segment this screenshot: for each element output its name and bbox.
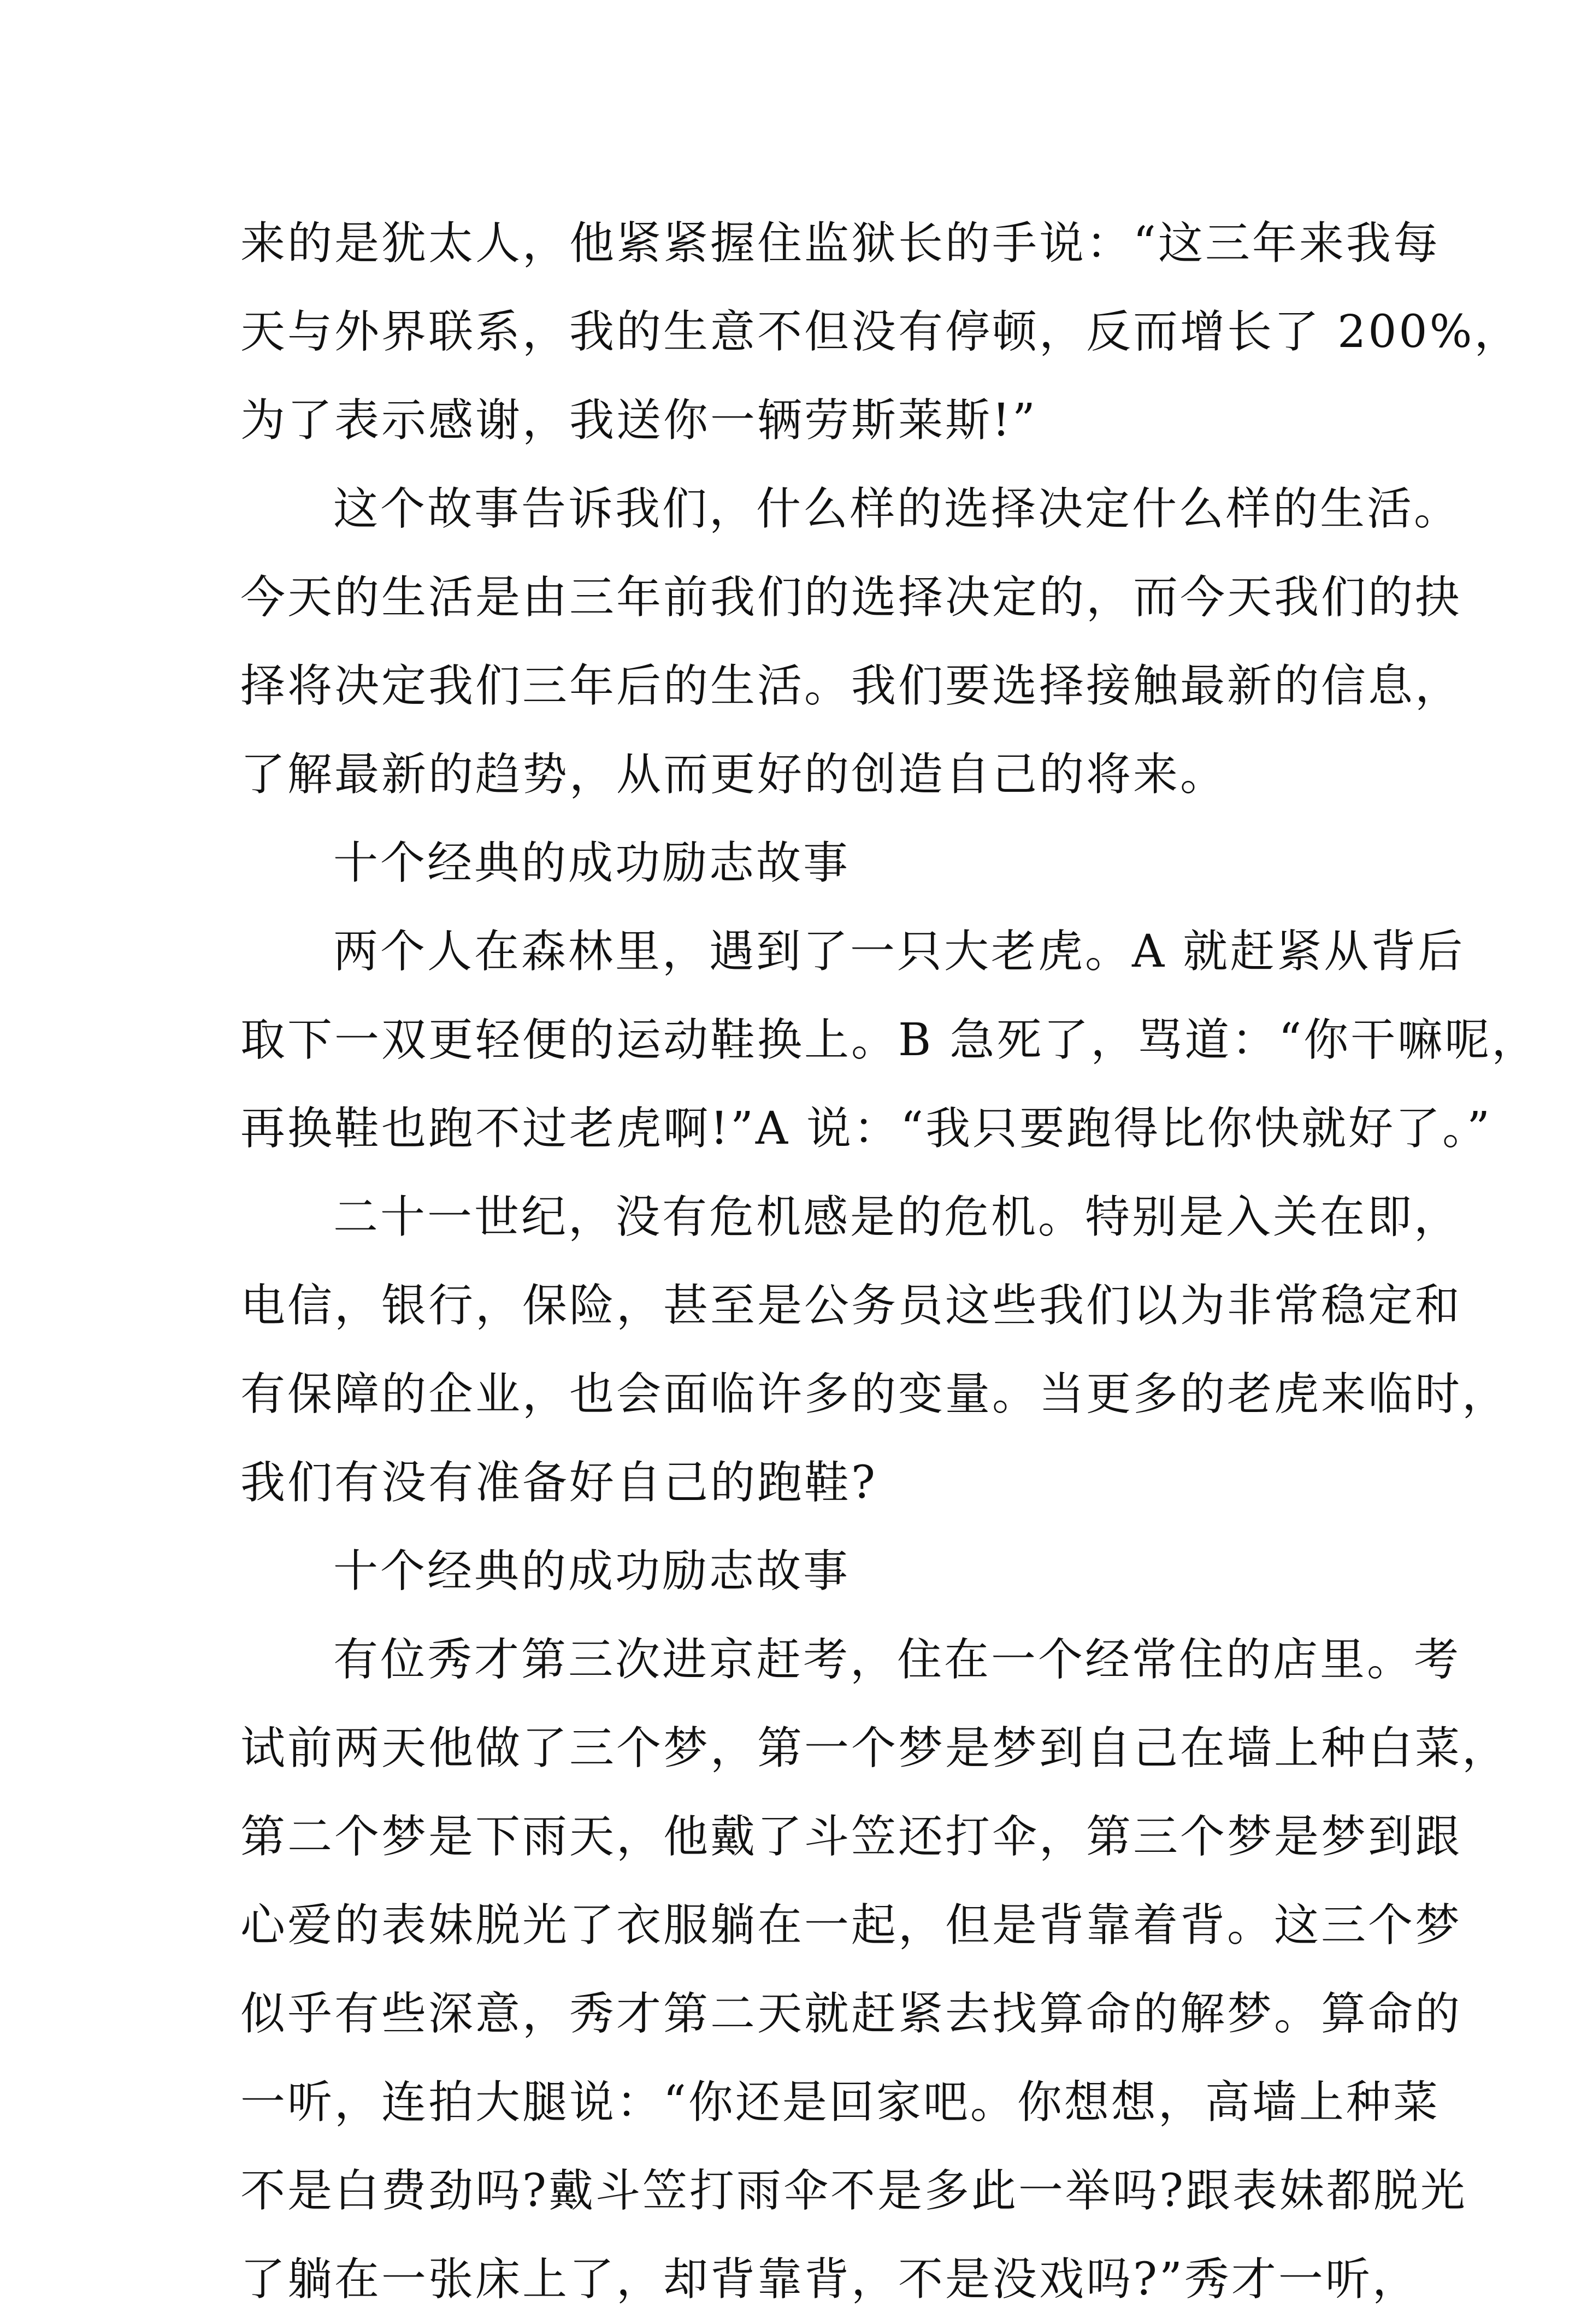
text-line: 有位秀才第三次进京赶考，住在一个经常住的店里。考 [333, 1634, 1461, 1686]
text-line: 今天的生活是由三年前我们的选择决定的，而今天我们的抉 [240, 572, 1462, 623]
text-line: 这个故事告诉我们，什么样的选择决定什么样的生活。 [333, 483, 1461, 535]
text-line: 二十一世纪，没有危机感是的危机。特别是入关在即， [333, 1191, 1461, 1243]
text-line: 为了表示感谢，我送你一辆劳斯莱斯!” [240, 395, 1037, 446]
text-line: 第二个梦是下雨天，他戴了斗笠还打伞，第三个梦是梦到跟 [240, 1811, 1462, 1863]
section-heading: 十个经典的成功励志故事 [333, 837, 851, 889]
text-line: 了躺在一张床上了，却背靠背，不是没戏吗?”秀才一听， [240, 2254, 1419, 2305]
text-line: 心爱的表妹脱光了衣服躺在一起，但是背靠着背。这三个梦 [240, 1899, 1462, 1951]
text-line: 似乎有些深意，秀才第二天就赶紧去找算命的解梦。算命的 [240, 1988, 1462, 2040]
text-line: 不是白费劲吗?戴斗笠打雨伞不是多此一举吗?跟表妹都脱光 [240, 2165, 1467, 2217]
body-text [240, 199, 1539, 2324]
text-line: 电信，银行，保险，甚至是公务员这些我们以为非常稳定和 [240, 1280, 1462, 1332]
text-line: 一听，连拍大腿说：“你还是回家吧。你想想，高墙上种菜 [240, 2076, 1440, 2128]
section-heading: 十个经典的成功励志故事 [333, 1545, 851, 1597]
text-line: 择将决定我们三年后的生活。我们要选择接触最新的信息， [240, 660, 1462, 712]
text-line: 我们有没有准备好自己的跑鞋? [240, 1457, 877, 1509]
text-line: 试前两天他做了三个梦，第一个梦是梦到自己在墙上种白菜， [240, 1722, 1509, 1774]
text-line: 天与外界联系，我的生意不但没有停顿，反而增长了 200%， [240, 306, 1521, 358]
text-line: 来的是犹太人，他紧紧握住监狱长的手说：“这三年来我每 [240, 217, 1440, 269]
text-line: 有保障的企业，也会面临许多的变量。当更多的老虎来临时， [240, 1368, 1509, 1420]
text-line: 取下一双更轻便的运动鞋换上。B 急死了，骂道：“你干嘛呢， [240, 1014, 1539, 1066]
text-line: 两个人在森林里，遇到了一只大老虎。A 就赶紧从背后 [333, 926, 1465, 978]
text-line: 再换鞋也跑不过老虎啊!”A 说：“我只要跑得比你快就好了。” [240, 1103, 1492, 1155]
text-line: 了解最新的趋势，从而更好的创造自己的将来。 [240, 749, 1228, 801]
